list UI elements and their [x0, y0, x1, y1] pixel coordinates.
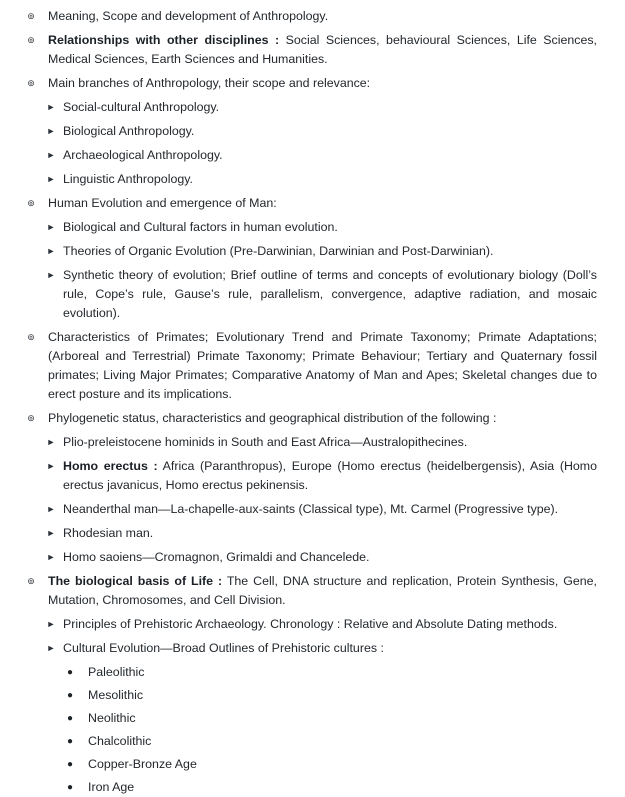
outline-item-level-2 [0, 548, 625, 567]
bullet-dot-icon: ● [66, 713, 74, 724]
outline-item-text: Neanderthal man—La-chapelle-aux-saints (Classical type), Mt. Carmel (Progressive type). [63, 502, 559, 516]
outline-item-text: Africa (Paranthropus), Europe (Homo erectus (heidelbergensis), Asia (Homo erectus javanicus, Homo erectus pekinensis. [63, 459, 598, 492]
bullet-circled-dot-icon: ⊚ [27, 332, 35, 342]
outline-item-level-1 [0, 572, 625, 610]
outline-item-level-2 [0, 146, 625, 165]
bullet-circled-dot-icon: ⊚ [27, 78, 35, 88]
outline-item-text: Copper-Bronze Age [88, 757, 197, 771]
bullet-triangle-icon: ► [46, 619, 56, 629]
outline-item-text: Social Sciences, behavioural Sciences, Life Sciences, Medical Sciences, Earth Sciences and Humanities. [48, 33, 597, 66]
bullet-triangle-icon: ► [46, 552, 56, 562]
bullet-dot-icon: ● [66, 736, 74, 747]
outline-item-level-2 [0, 524, 625, 543]
outline-item-text: Biological Anthropology. [63, 124, 195, 138]
outline-item-text: Phylogenetic status, characteristics and geographical distribution of the following : [48, 411, 497, 425]
bullet-triangle-icon: ► [46, 102, 56, 112]
bullet-triangle-icon: ► [46, 222, 56, 232]
outline-item-text: Iron Age [88, 780, 135, 794]
outline-item-level-2 [0, 122, 625, 141]
outline-item-level-2 [0, 170, 625, 189]
bullet-circled-dot-icon: ⊚ [27, 413, 35, 423]
bullet-triangle-icon: ► [46, 270, 56, 280]
outline-item-level-2 [0, 500, 625, 519]
outline-item-text: Paleolithic [88, 665, 145, 679]
outline-item-text: Human Evolution and emergence of Man: [48, 196, 277, 210]
outline-item-level-3 [0, 732, 625, 751]
outline-item-level-1 [0, 409, 625, 428]
outline-item-text: Chalcolithic [88, 734, 152, 748]
outline-item-text: Main branches of Anthropology, their scope and relevance: [48, 76, 371, 90]
bullet-dot-icon: ● [66, 667, 74, 678]
bullet-circled-dot-icon: ⊚ [27, 11, 35, 21]
outline-item-level-2 [0, 266, 625, 323]
outline-item-text: Meaning, Scope and development of Anthropology. [48, 9, 329, 23]
outline-item-level-1 [0, 74, 625, 93]
outline-item-level-3 [0, 755, 625, 774]
outline-item-text: The Cell, DNA structure and replication, Protein Synthesis, Gene, Mutation, Chromosomes, and Cell Division. [48, 574, 597, 607]
outline-item-text: Plio-preleistocene hominids in South and East Africa—Australopithecines. [63, 435, 468, 449]
outline-item-text: Archaeological Anthropology. [63, 148, 223, 162]
outline-item-lead: The biological basis of Life : [48, 574, 223, 588]
bullet-dot-icon: ● [66, 782, 74, 793]
outline-item-level-2 [0, 218, 625, 237]
outline-item-text: Theories of Organic Evolution (Pre-Darwinian, Darwinian and Post-Darwinian). [63, 244, 494, 258]
outline-item-text: Rhodesian man. [63, 526, 154, 540]
outline-item-level-1 [0, 328, 625, 404]
bullet-dot-icon: ● [66, 759, 74, 770]
outline-item-level-2 [0, 639, 625, 658]
bullet-triangle-icon: ► [46, 246, 56, 256]
bullet-triangle-icon: ► [46, 174, 56, 184]
syllabus-outline-list [0, 7, 625, 797]
outline-item-lead: Homo erectus : [63, 459, 158, 473]
outline-item-level-2 [0, 433, 625, 452]
outline-item-level-2 [0, 98, 625, 117]
bullet-triangle-icon: ► [46, 126, 56, 136]
bullet-circled-dot-icon: ⊚ [27, 576, 35, 586]
outline-item-text: Mesolithic [88, 688, 144, 702]
outline-item-level-1 [0, 31, 625, 69]
outline-item-level-2 [0, 457, 625, 495]
outline-item-text: Linguistic Anthropology. [63, 172, 193, 186]
outline-item-text: Synthetic theory of evolution; Brief outline of terms and concepts of evolutionary biology (Doll’s rule, Cope’s rule, Gause’s rule, parallelism, convergence, adaptive radiation, and mosaic evolution). [63, 268, 597, 320]
outline-item-lead: Relationships with other disciplines : [48, 33, 280, 47]
outline-item-text: Homo saoiens—Cromagnon, Grimaldi and Chancelede. [63, 550, 370, 564]
outline-item-level-3 [0, 686, 625, 705]
bullet-triangle-icon: ► [46, 528, 56, 538]
outline-item-level-1 [0, 7, 625, 26]
bullet-circled-dot-icon: ⊚ [27, 198, 35, 208]
bullet-triangle-icon: ► [46, 643, 56, 653]
outline-item-level-3 [0, 778, 625, 797]
bullet-triangle-icon: ► [46, 150, 56, 160]
bullet-triangle-icon: ► [46, 504, 56, 514]
bullet-circled-dot-icon: ⊚ [27, 35, 35, 45]
outline-item-text: Cultural Evolution—Broad Outlines of Prehistoric cultures : [63, 641, 384, 655]
outline-item-text: Neolithic [88, 711, 136, 725]
bullet-triangle-icon: ► [46, 461, 56, 471]
outline-item-level-3 [0, 663, 625, 682]
bullet-dot-icon: ● [66, 690, 74, 701]
outline-item-text: Principles of Prehistoric Archaeology. Chronology : Relative and Absolute Dating methods. [63, 617, 558, 631]
bullet-triangle-icon: ► [46, 437, 56, 447]
outline-item-text: Characteristics of Primates; Evolutionary Trend and Primate Taxonomy; Primate Adaptations; (Arboreal and Terrestrial) Primate Taxonomy; Primate Behaviour; Tertiary and Quaternary fossil primates; Living Major Primates; Comparative Anatomy of Man and Apes; Skeletal changes due to erect posture and its implications. [48, 330, 597, 401]
outline-item-text: Social-cultural Anthropology. [63, 100, 220, 114]
outline-item-level-2 [0, 242, 625, 261]
outline-item-text: Biological and Cultural factors in human evolution. [63, 220, 338, 234]
outline-item-level-2 [0, 615, 625, 634]
outline-item-level-1 [0, 194, 625, 213]
